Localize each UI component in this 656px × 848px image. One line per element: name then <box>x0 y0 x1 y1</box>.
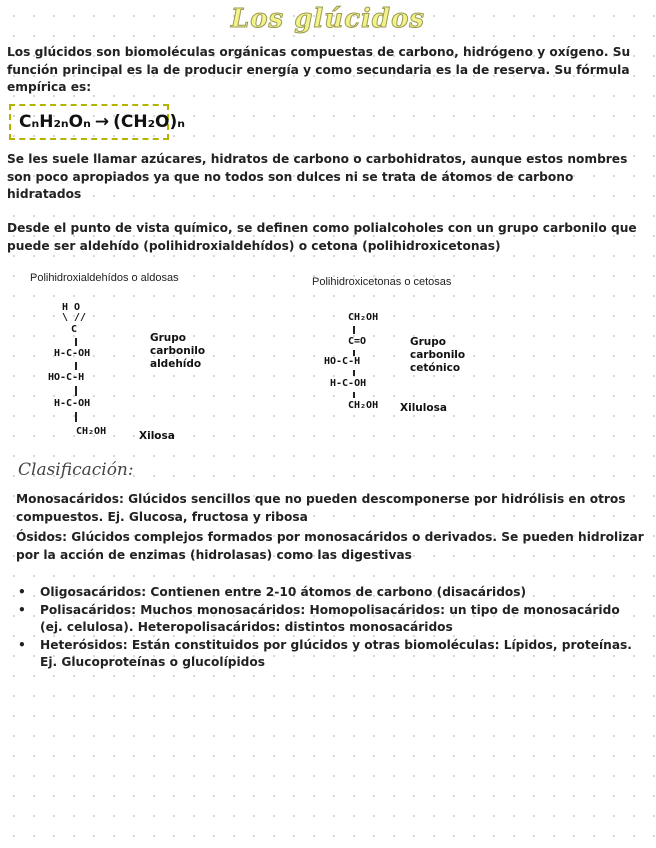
list-item <box>18 637 638 672</box>
aldose-structure <box>46 302 226 452</box>
ketose-line-5: CH₂OH <box>348 400 379 411</box>
page-title: Los glúcidos <box>230 4 426 34</box>
list-item-text: Polisacáridos: Muchos monosacáridos: Homopolisacáridos: un tipo de monosacárido (ej. celulosa). Heteropolisacáridos: distintos monosacáridos <box>40 602 620 634</box>
formula-right: (CH₂O)ₙ <box>113 112 185 132</box>
aldose-caption: Polihidroxialdehídos o aldosas <box>30 272 179 284</box>
osidos-bullet-list <box>18 584 638 672</box>
ketose-bond-1 <box>353 326 355 334</box>
aldose-group-word-2: carbonilo <box>150 345 206 357</box>
ketose-bond-3 <box>353 370 355 376</box>
list-item-text: Heterósidos: Están constituidos por glúcidos y otras biomoléculas: Lípidos, proteínas. Ej. Glucoproteínas o glucolípidos <box>40 637 632 669</box>
ketose-caption: Polihidroxicetonas o cetosas <box>312 276 452 288</box>
ketose-bond-4 <box>353 392 355 398</box>
formula-left: CₙH₂ₙOₙ <box>19 112 91 132</box>
formula-arrow: → <box>94 112 110 132</box>
aldose-bond-4 <box>75 412 77 422</box>
aldose-name: Xilosa <box>139 430 175 442</box>
ketose-line-4: H-C-OH <box>330 378 367 389</box>
aldose-group-label <box>150 332 205 371</box>
list-item <box>18 584 638 602</box>
ketose-structure <box>322 310 522 430</box>
ketose-group-word-2: carbonilo <box>410 349 466 361</box>
aldose-group-word-1: Grupo <box>150 332 187 344</box>
aldose-line-3: C <box>71 324 78 335</box>
aldose-line-5: HO-C-H <box>48 372 85 383</box>
osidos-paragraph: Ósidos: Glúcidos complejos formados por monosacáridos o derivados. Se pueden hidrolizar por la acción de enzimas (hidrolasas) como las digestivas <box>16 530 644 562</box>
bullet-icon: • <box>18 585 26 599</box>
ketose-name: Xilulosa <box>400 402 447 414</box>
aldose-bond-3 <box>75 386 77 396</box>
aldose-line-1: H O <box>62 302 81 313</box>
aldose-line-4: H-C-OH <box>54 348 91 359</box>
ketose-line-1: CH₂OH <box>348 312 379 323</box>
bullet-icon: • <box>18 602 26 617</box>
aldose-bond-2 <box>75 362 77 370</box>
aldose-bond-1 <box>75 338 77 346</box>
ketose-group-word-3: cetónico <box>410 362 461 374</box>
monosacaridos-paragraph: Monosacáridos: Glúcidos sencillos que no pueden descomponerse por hidrólisis en otros compuestos. Ej. Glucosa, fructosa y ribosa <box>16 492 626 524</box>
ketose-group-word-1: Grupo <box>410 336 447 348</box>
chemistry-paragraph: Desde el punto de vista químico, se definen como polialcoholes con un grupo carbonilo que puede ser aldehído (polihidroxialdehídos) o cetona (polihidroxicetonas) <box>7 221 637 253</box>
bullet-icon: • <box>18 637 26 652</box>
formula-box <box>9 104 185 140</box>
aldose-line-7: CH₂OH <box>76 426 107 437</box>
intro-paragraph: Los glúcidos son biomoléculas orgánicas compuestas de carbono, hidrógeno y oxígeno. Su función principal es la de producir energía y como secundaria es la de reserva. Su fórmula empírica es: <box>7 45 631 94</box>
ketose-group-label <box>410 336 465 375</box>
classification-heading: Clasificación: <box>18 460 134 480</box>
aldose-line-2: \ // <box>62 312 87 323</box>
names-paragraph: Se les suele llamar azúcares, hidratos de carbono o carbohidratos, aunque estos nombres son poco apropiados ya que no todos son dulces ni se trata de átomos de carbono hidratados <box>7 152 628 201</box>
list-item-text: Oligosacáridos: Contienen entre 2-10 átomos de carbono (disacáridos) <box>40 585 527 599</box>
list-item <box>18 602 638 637</box>
aldose-line-6: H-C-OH <box>54 398 91 409</box>
aldose-group-word-3: aldehído <box>150 358 202 370</box>
ketose-line-2: C=O <box>348 336 367 347</box>
ketose-line-3: HO-C-H <box>324 356 361 367</box>
